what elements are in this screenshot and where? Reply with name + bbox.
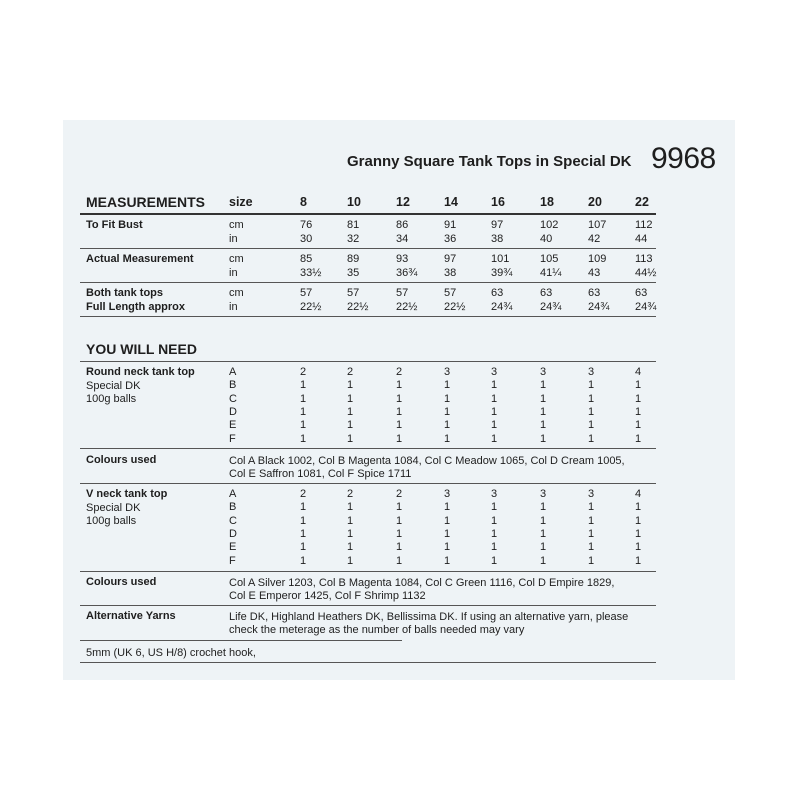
quantity-cell: 1 [635,554,642,567]
quantity-cell: 1 [540,379,547,392]
quantity-cell: 1 [491,432,498,445]
quantity-cell: 1 [491,379,498,392]
quantity-cell: 1 [444,501,451,514]
quantity-cell: 1 [588,432,595,445]
quantity-cell: 1 [635,392,642,405]
vneck-yarn: Special DK [86,502,141,514]
quantity-cell: 1 [588,501,595,514]
measurement-cell: 63 [540,287,553,299]
vneck-colours-label: Colours used [86,576,157,588]
colour-letter: A [229,488,237,500]
quantity-cell: 1 [635,527,642,540]
divider [80,361,656,362]
measurement-label: Actual Measurement [86,253,194,265]
round-colours-line1: Col A Black 1002, Col B Magenta 1084, Col C Meadow 1065, Col D Cream 1005, [229,455,625,467]
quantity-cell: 1 [347,501,354,514]
quantity-cell: 3 [444,366,451,378]
colour-letter: C [229,392,237,405]
quantity-cell: 3 [491,366,498,378]
quantity-cell: 1 [396,379,403,392]
divider [80,571,656,572]
round-colours-label: Colours used [86,454,157,466]
measurement-cell: 22½ [444,301,466,313]
measurement-cell: 57 [396,287,409,299]
quantity-cell: 1 [347,554,354,567]
divider [80,282,656,283]
quantity-cell: 1 [588,392,595,405]
quantity-cell: 1 [491,527,498,540]
quantity-cell: 1 [635,405,642,418]
quantity-cell: 1 [396,554,403,567]
measurement-cell: 57 [300,287,313,299]
quantity-cell: 1 [347,432,354,445]
quantity-cell: 1 [396,392,403,405]
divider [80,662,656,663]
quantity-cell: 1 [540,405,547,418]
quantity-cell: 1 [347,527,354,540]
round-neck-ball-weight: 100g balls [86,393,137,405]
quantity-cell: 1 [635,514,642,527]
quantity-cell: 1 [396,405,403,418]
size-header-cell: 8 [300,195,307,209]
colour-letter: B [229,379,237,392]
measurement-cell: 39¾ [491,267,513,279]
quantity-cell: 1 [491,514,498,527]
colour-letter: A [229,366,237,378]
quantity-cell: 1 [444,419,451,432]
size-header-cell: 14 [444,195,458,209]
colour-letter: F [229,554,236,567]
divider [80,448,656,449]
measurement-label: Full Length approx [86,301,185,313]
measurement-cell: 33½ [300,267,322,279]
measurement-cell: 93 [396,253,409,265]
quantity-cell: 2 [300,366,307,378]
quantity-cell: 1 [540,527,547,540]
measurement-cell: 44 [635,233,648,245]
quantity-cell: 1 [444,392,451,405]
size-header-cell: 16 [491,195,505,209]
colour-letter: D [229,405,237,418]
measurement-cell: 34 [396,233,409,245]
quantity-cell: 1 [635,419,642,432]
measurement-cell: 113 [635,253,653,265]
quantity-cell: 1 [300,501,307,514]
round-neck-yarn: Special DK [86,380,141,392]
quantity-cell: 1 [635,541,642,554]
vneck-colours-line1: Col A Silver 1203, Col B Magenta 1084, Col C Green 1116, Col D Empire 1829, [229,577,615,589]
divider [80,213,656,215]
measurement-cell: 85 [300,253,313,265]
vneck-label: V neck tank top [86,488,168,500]
vneck-ball-weight: 100g balls [86,515,137,527]
measurement-cell: 22½ [396,301,418,313]
measurement-cell: 102 [540,219,559,231]
divider [80,483,656,484]
measurement-cell: 109 [588,253,607,265]
quantity-cell: 1 [540,514,547,527]
quantity-cell: 1 [444,541,451,554]
quantity-cell: 1 [300,419,307,432]
round-neck-label: Round neck tank top [86,366,195,378]
measurement-cell: 76 [300,219,313,231]
divider [80,605,656,606]
quantity-cell: 1 [540,501,547,514]
measurement-cell: 107 [588,219,607,231]
measurement-cell: 89 [347,253,360,265]
quantity-cell: 1 [491,541,498,554]
quantity-cell: 1 [588,379,595,392]
measurement-cell: 105 [540,253,559,265]
colour-letter: C [229,514,237,527]
unit-label: in [229,233,238,245]
measurement-cell: 43 [588,267,601,279]
quantity-cell: 3 [491,488,498,500]
quantity-cell: 1 [635,379,642,392]
measurement-cell: 44½ [635,267,657,279]
quantity-cell: 1 [588,554,595,567]
size-label: size [229,195,253,209]
quantity-cell: 1 [347,392,354,405]
quantity-cell: 1 [300,405,307,418]
measurement-cell: 38 [491,233,504,245]
measurement-cell: 24¾ [635,301,657,313]
colour-letter: E [229,419,237,432]
quantity-cell: 1 [588,419,595,432]
quantity-cell: 3 [540,488,547,500]
quantity-cell: 1 [396,501,403,514]
measurement-cell: 91 [444,219,457,231]
size-header-cell: 20 [588,195,602,209]
quantity-cell: 4 [635,488,642,500]
measurement-cell: 35 [347,267,360,279]
quantity-cell: 1 [444,554,451,567]
quantity-cell: 3 [444,488,451,500]
measurement-cell: 42 [588,233,601,245]
measurement-cell: 36 [444,233,457,245]
measurement-cell: 63 [588,287,601,299]
measurement-cell: 63 [635,287,648,299]
quantity-cell: 1 [491,392,498,405]
quantity-cell: 1 [300,527,307,540]
measurement-cell: 40 [540,233,553,245]
unit-label: cm [229,287,244,299]
quantity-cell: 1 [588,541,595,554]
quantity-cell: 2 [396,488,403,500]
quantity-cell: 3 [588,488,595,500]
measurement-cell: 101 [491,253,510,265]
quantity-cell: 1 [396,419,403,432]
measurement-cell: 22½ [347,301,369,313]
quantity-cell: 1 [540,432,547,445]
vneck-colours-line2: Col E Emperor 1425, Col F Shrimp 1132 [229,590,426,602]
quantity-cell: 1 [300,541,307,554]
quantity-cell: 1 [347,419,354,432]
alternative-yarns-line1: Life DK, Highland Heathers DK, Bellissima DK. If using an alternative yarn, please [229,611,629,623]
measurement-cell: 57 [347,287,360,299]
pattern-title: Granny Square Tank Tops in Special DK [347,153,632,170]
quantity-cell: 1 [588,514,595,527]
measurement-cell: 41¼ [540,267,562,279]
colour-letter: B [229,501,237,514]
size-header-cell: 12 [396,195,410,209]
measurement-cell: 63 [491,287,504,299]
measurement-cell: 81 [347,219,360,231]
quantity-cell: 1 [396,432,403,445]
size-header-cell: 18 [540,195,554,209]
quantity-cell: 1 [444,432,451,445]
quantity-cell: 1 [491,419,498,432]
alternative-yarns-label: Alternative Yarns [86,610,176,622]
quantity-cell: 1 [300,554,307,567]
quantity-cell: 1 [396,514,403,527]
quantity-cell: 1 [347,379,354,392]
unit-label: in [229,267,238,279]
quantity-cell: 1 [491,405,498,418]
measurements-heading: MEASUREMENTS [86,194,206,210]
measurement-cell: 30 [300,233,313,245]
quantity-cell: 4 [635,366,642,378]
divider [80,640,402,641]
quantity-cell: 1 [300,514,307,527]
measurement-cell: 32 [347,233,360,245]
quantity-cell: 2 [396,366,403,378]
quantity-cell: 1 [588,405,595,418]
measurement-cell: 24¾ [588,301,610,313]
divider [80,248,656,249]
measurement-cell: 57 [444,287,457,299]
quantity-cell: 2 [300,488,307,500]
measurement-cell: 112 [635,219,653,231]
size-header-cell: 22 [635,195,649,209]
quantity-cell: 1 [540,541,547,554]
quantity-cell: 1 [396,527,403,540]
colour-letter: F [229,432,236,445]
quantity-cell: 1 [540,554,547,567]
quantity-cell: 1 [347,514,354,527]
round-colours-line2: Col E Saffron 1081, Col F Spice 1711 [229,468,412,480]
quantity-cell: 1 [444,405,451,418]
quantity-cell: 1 [347,541,354,554]
hook-requirement: 5mm (UK 6, US H/8) crochet hook, [86,647,256,659]
quantity-cell: 1 [540,392,547,405]
quantity-cell: 1 [444,514,451,527]
you-will-need-heading: YOU WILL NEED [86,341,197,357]
quantity-cell: 1 [491,501,498,514]
quantity-cell: 1 [300,432,307,445]
colour-letter: E [229,541,237,554]
measurement-cell: 97 [444,253,457,265]
quantity-cell: 1 [396,541,403,554]
colour-letter: D [229,527,237,540]
quantity-cell: 3 [540,366,547,378]
quantity-cell: 1 [540,419,547,432]
quantity-cell: 1 [300,379,307,392]
size-header-cell: 10 [347,195,361,209]
quantity-cell: 1 [444,379,451,392]
pattern-number: 9968 [651,142,716,175]
quantity-cell: 1 [347,405,354,418]
quantity-cell: 1 [635,501,642,514]
measurement-cell: 24¾ [540,301,562,313]
quantity-cell: 2 [347,366,354,378]
measurement-cell: 86 [396,219,409,231]
measurement-cell: 38 [444,267,457,279]
quantity-cell: 1 [491,554,498,567]
measurement-cell: 97 [491,219,504,231]
quantity-cell: 1 [300,392,307,405]
quantity-cell: 1 [635,432,642,445]
quantity-cell: 3 [588,366,595,378]
unit-label: cm [229,253,244,265]
measurement-cell: 36¾ [396,267,418,279]
measurement-label: Both tank tops [86,287,163,299]
unit-label: cm [229,219,244,231]
measurement-label: To Fit Bust [86,219,143,231]
unit-label: in [229,301,238,313]
quantity-cell: 2 [347,488,354,500]
measurement-cell: 24¾ [491,301,513,313]
quantity-cell: 1 [588,527,595,540]
divider [80,316,656,317]
alternative-yarns-line2: check the meterage as the number of balls needed may vary [229,624,525,636]
quantity-cell: 1 [444,527,451,540]
measurement-cell: 22½ [300,301,322,313]
